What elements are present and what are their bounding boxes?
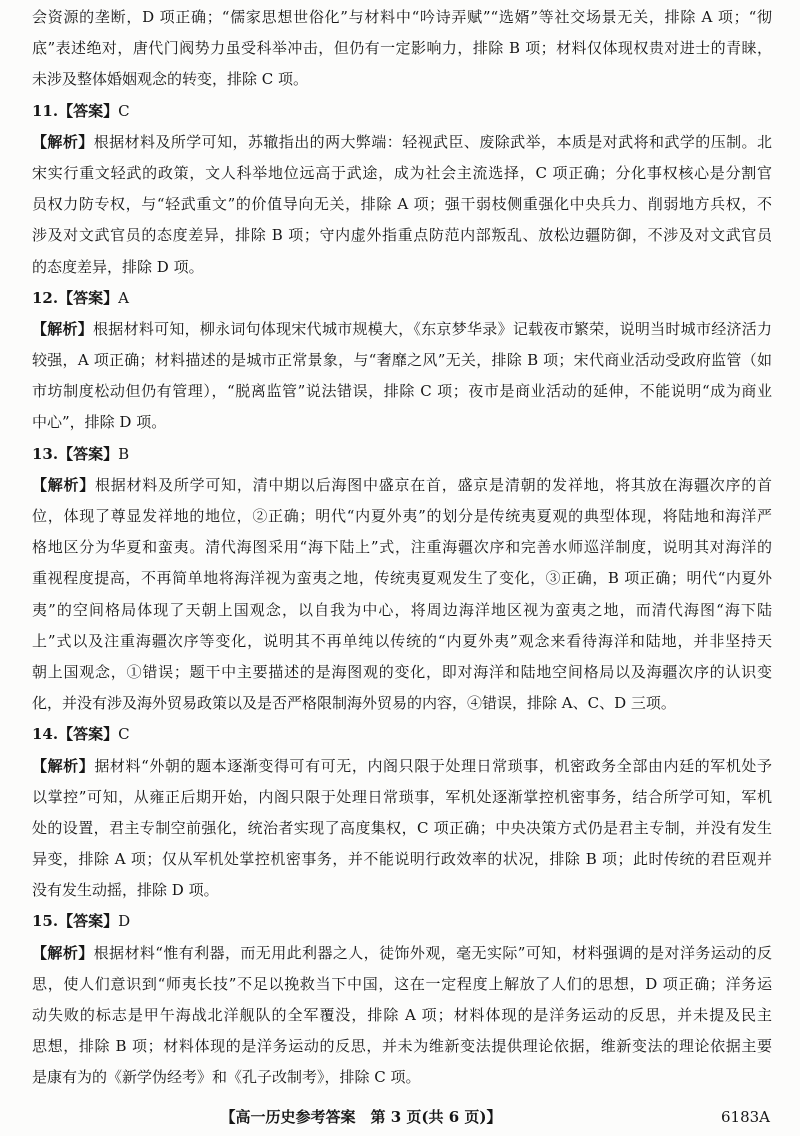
analysis-line: 的态度差异，排除 D 项。 [32,257,204,276]
analysis-text: 根据材料“惟有利器，而无用此利器之人，徒饰外观，毫无实际”可知，材料强调的是对洋务运动的反 [93,943,772,962]
answer-letter: D [118,912,131,931]
question-number: 12. [32,288,59,307]
analysis-line: 朝上国观念，①错误；题干中主要描述的是海图观的变化，即对海洋和陆地空间格局以及海疆次序的认识变 [32,662,772,681]
analysis-line: 思，使人们意识到“师夷长技”不足以挽救当下中国，这在一定程度上解放了人们的思想，D 项正确；洋务运 [32,974,772,993]
analysis-label: 【解析】 [32,319,94,338]
answer-letter: C [118,101,130,120]
analysis-line: 动失败的标志是甲午海战北洋舰队的全军覆没，排除 A 项；材料体现的是洋务运动的反思，并未提及民主 [32,1006,772,1024]
answer-label: 【答案】 [58,288,119,307]
analysis-line [32,938,772,969]
analysis-line: 是康有为的《新学伪经考》和《孔子改制考》，排除 C 项。 [32,1068,421,1087]
continued-text-line: 底”表述绝对，唐代门阀势力虽受科举冲击，但仍有一定影响力，排除 B 项；材料仅体现权贵对进士的青睐， [32,39,772,58]
answer-letter: C [118,725,130,744]
page-footer-code: 6183A [720,1108,770,1126]
answer-label: 【答案】 [58,101,119,120]
analysis-line: 市坊制度松动但仍有管理），“脱离监管”说法错误，排除 C 项；夜市是商业活动的延伸，不能说明“成为商业 [32,382,772,401]
page-content [32,2,772,1094]
analysis-label: 【解析】 [32,475,96,494]
answer-letter: A [118,288,129,307]
analysis-text: 根据材料及所学可知，苏辙指出的两大弊端：轻视武臣、废除武举，本质是对武将和武学的压制。北 [93,132,772,151]
analysis-line: 夷”的空间格局体现了天朝上国观念，以自我为中心，将周边海洋地区视为蛮夷之地，而清代海图“海下陆 [32,600,772,619]
question-number: 13. [32,444,59,463]
question-11-answer [32,96,772,127]
analysis-line: 处的设置，君主专制空前强化，统治者实现了高度集权，C 项正确；中央决策方式仍是君主专制，并没有发生 [32,818,772,837]
analysis-line: 宋实行重文轻武的政策，文人科举地位远高于武途，成为社会主流选择，C 项正确；分化事权核心是分割官 [32,163,772,182]
answer-label: 【答案】 [58,444,119,463]
question-15-answer [32,906,772,937]
continued-text-line: 会资源的垄断，D 项正确；“儒家思想世俗化”与材料中“吟诗弄赋”“选婿”等社交场景无关，排除 A 项；“彻 [32,8,772,26]
analysis-line: 思想，排除 B 项；材料体现的是洋务运动的反思，并未为维新变法提供理论依据，维新变法的理论依据主要 [32,1037,772,1056]
analysis-label: 【解析】 [32,132,94,151]
answer-label: 【答案】 [58,912,119,931]
question-number: 15. [32,912,59,931]
question-number: 11. [32,101,59,120]
question-14-answer [32,719,772,750]
answer-letter: B [118,444,130,463]
analysis-text: 据材料“外朝的题本逐渐变得可有可无，内阁只限于处理日常琐事，机密政务全部由内廷的军机处予 [94,756,772,775]
analysis-label: 【解析】 [32,756,95,775]
analysis-line: 重视程度提高，不再简单地将海洋视为蛮夷之地，传统夷夏观发生了变化，③正确，B 项正确；明代“内夏外 [32,569,772,588]
question-13-answer [32,439,772,470]
analysis-line: 没有发生动摇，排除 D 项。 [32,881,219,900]
analysis-line: 格地区分为华夏和蛮夷。清代海图采用“海下陆上”式，注重海疆次序和完善水师巡洋制度，说明其对海洋的 [32,538,772,557]
question-12-answer [32,283,772,314]
analysis-line [32,127,772,158]
analysis-line [32,314,772,345]
analysis-line: 位，体现了尊显发祥地的地位，②正确；明代“内夏外夷”的划分是传统夷夏观的典型体现，将陆地和海洋严 [32,507,772,525]
page-footer-title: 【高一历史参考答案 第 3 页(共 6 页)】 [220,1108,502,1126]
analysis-text: 根据材料可知，柳永词句体现宋代城市规模大，《东京梦华录》记载夜市繁荣，说明当时城市经济活力 [93,319,772,338]
analysis-line [32,470,772,501]
analysis-label: 【解析】 [32,943,94,962]
analysis-line: 化，并没有涉及海外贸易政策以及是否严格限制海外贸易的内容，④错误，排除 A、C、D 三项。 [32,694,676,713]
answer-label: 【答案】 [58,725,119,744]
analysis-line: 上”式以及注重海疆次序等变化，说明其不再单纯以传统的“内夏外夷”观念来看待海洋和陆地，并非坚持天 [32,631,772,650]
analysis-line: 员权力防专权，与“轻武重文”的价值导向无关，排除 A 项；强干弱枝侧重强化中央兵力、削弱地方兵权，不 [32,195,772,214]
analysis-line: 异变，排除 A 项；仅从军机处掌控机密事务，并不能说明行政效率的状况，排除 B 项；此时传统的君臣观并 [32,850,772,869]
analysis-line: 涉及对文武官员的态度差异，排除 B 项；守内虚外指重点防范内部叛乱、放松边疆防御，不涉及对文武官员 [32,226,772,245]
analysis-line: 较强，A 项正确；材料描述的是城市正常景象，与“奢靡之风”无关，排除 B 项；宋代商业活动受政府监管（如 [32,351,772,370]
analysis-line: 以掌控”可知，从雍正后期开始，内阁只限于处理日常琐事，军机处逐渐掌控机密事务，结合所学可知，军机 [32,787,772,806]
question-number: 14. [32,725,59,744]
analysis-line [32,751,772,782]
analysis-text: 根据材料及所学可知，清中期以后海图中盛京在首，盛京是清朝的发祥地，将其放在海疆次序的首 [95,475,772,494]
analysis-line: 中心”，排除 D 项。 [32,413,167,432]
continued-text-line: 未涉及整体婚姻观念的转变，排除 C 项。 [32,70,309,89]
